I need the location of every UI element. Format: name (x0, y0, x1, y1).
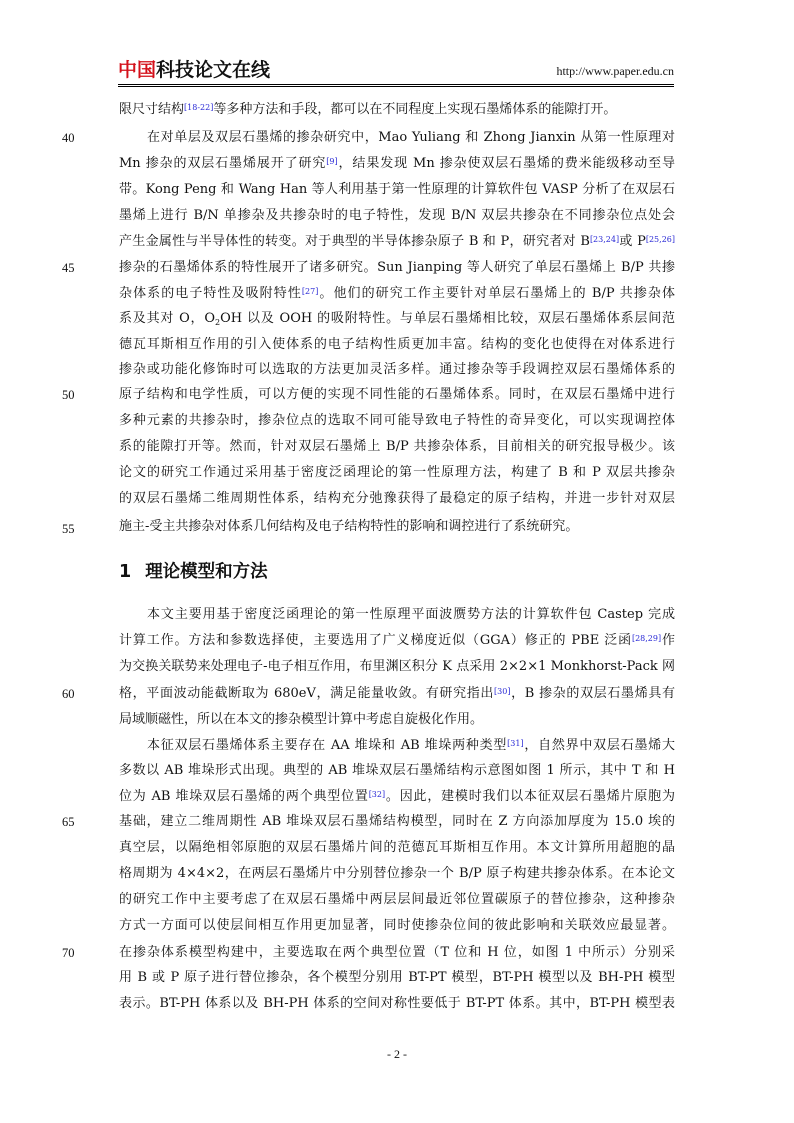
text-line: 墨烯上进行 B/N 单掺杂及共掺杂时的电子特性，发现 B/N 双层共掺杂在不同掺杂位点处会 (119, 208, 675, 223)
text-line: 局域顺磁性，所以在本文的掺杂模型计算中考虑自旋极化作用。 (119, 712, 484, 727)
logo-black-text: 科技论文在线 (156, 59, 271, 81)
text-line: 多种元素的共掺杂时，掺杂位点的选取不同可能导致电子特性的奇异变化，可以实现调控体 (119, 413, 675, 428)
text-line: 格周期为 4×4×2，在两层石墨烯片中分别替位掺杂一个 B/P 原子构建共掺杂体系。在本论文 (119, 866, 675, 881)
text-line: 计算工作。方法和参数选择使，主要选用了广义梯度近似（GGA）修正的 PBE 泛函[28,29]作 (119, 633, 675, 648)
header-rule-thin (118, 86, 674, 87)
text-line: 施主-受主共掺杂对体系几何结构及电子结构特性的影响和调控进行了系统研究。 (119, 519, 579, 534)
line-number: 40 (62, 131, 75, 145)
text-line: 在对单层及双层石墨烯的掺杂研究中，Mao Yuliang 和 Zhong Jianxin 从第一性原理对 (147, 130, 675, 145)
text-line: 的双层石墨烯二维周期性体系，结构充分弛豫获得了最稳定的原子结构，并进一步针对双层 (119, 491, 675, 506)
line-number: 50 (62, 388, 75, 402)
text-line: 杂体系的电子特性及吸附特性[27]。他们的研究工作主要针对单层石墨烯上的 B/P 共掺杂体 (119, 286, 675, 301)
text-line: 位为 AB 堆垛双层石墨烯的两个典型位置[32]。因此，建模时我们以本征双层石墨烯片原胞为 (119, 789, 675, 804)
line-number: 45 (62, 261, 75, 275)
text-line: 多数以 AB 堆垛形式出现。典型的 AB 堆垛双层石墨烯结构示意图如图 1 所示，其中 T 和 H (119, 763, 675, 778)
text-line: 用 B 或 P 原子进行替位掺杂，各个模型分别用 BT-PT 模型，BT-PH 模型以及 BH-PH 模型 (119, 970, 675, 985)
line-number: 65 (62, 815, 75, 829)
text-line: 掺杂的石墨烯体系的特性展开了诸多研究。Sun Jianping 等人研究了单层石墨烯上 B/P 共掺 (119, 260, 675, 275)
text-line: 格，平面波动能截断取为 680eV，满足能量收敛。有研究指出[30]，B 掺杂的双层石墨烯具有 (119, 686, 676, 701)
section-title: 理论模型和方法 (145, 562, 268, 582)
text-line: 本征双层石墨烯体系主要存在 AA 堆垛和 AB 堆垛两种类型[31]，自然界中双层石墨烯大 (147, 738, 675, 753)
text-line: 带。Kong Peng 和 Wang Han 等人利用基于第一性原理的计算软件包 VASP 分析了在双层石 (119, 182, 675, 197)
text-line: 原子结构和电学性质，可以方便的实现不同性能的石墨烯体系。同时，在双层石墨烯中进行 (119, 387, 675, 402)
text-line: 德瓦耳斯相互作用的引入使体系的电子结构性质更加丰富。结构的变化也使得在对体系进行 (119, 337, 675, 352)
text-line: 掺杂或功能化修饰时可以选取的方法更加灵活多样。通过掺杂等手段调控双层石墨烯体系的 (119, 362, 675, 377)
text-line: 在掺杂体系模型构建中，主要选取在两个典型位置（T 位和 H 位，如图 1 中所示）分别采 (119, 945, 675, 960)
page-number: - 2 - (387, 1047, 407, 1061)
text-line: 系的能隙打开等。然而，针对双层石墨烯上 B/P 共掺杂体系，目前相关的研究报导极少。该 (119, 439, 675, 454)
text-line: 基础，建立二维周期性 AB 堆垛双层石墨烯结构模型，同时在 Z 方向添加厚度为 15.0 埃的 (119, 814, 675, 829)
logo-red-text: 中国 (118, 59, 157, 81)
section-number: 1 (119, 562, 132, 582)
text-line: 的研究工作中主要考虑了在双层石墨烯中两层层间最近邻位置碳原子的替位掺杂，这种掺杂 (119, 892, 675, 907)
text-line: 真空层，以隔绝相邻原胞的双层石墨烯片间的范德瓦耳斯相互作用。本文计算所用超胞的晶 (119, 840, 675, 855)
text-line: 方式一方面可以使层间相互作用更加显著，同时使掺杂位间的彼此影响和关联效应最显著。 (119, 918, 675, 933)
section-heading (119, 560, 268, 584)
text-line: Mn 掺杂的双层石墨烯展开了研究[9]，结果发现 Mn 掺杂使双层石墨烯的费米能级移动至导 (119, 156, 675, 171)
page-header (118, 58, 674, 82)
header-url[interactable]: http://www.paper.edu.cn (556, 64, 674, 78)
line-number: 70 (62, 946, 75, 960)
text-line: 表示。BT-PH 体系以及 BH-PH 体系的空间对称性要低于 BT-PT 体系。其中，BT-PH 模型表 (119, 996, 675, 1011)
text-line: 系及其对 O，$O_2OH$ 以及 OOH 的吸附特性。与单层石墨烯相比较，双层石墨烯体系层间范 (119, 311, 675, 327)
header-rule (118, 84, 674, 85)
text-line: 本文主要用基于密度泛函理论的第一性原理平面波赝势方法的计算软件包 Castep 完成 (147, 607, 675, 622)
site-logo (118, 58, 270, 82)
line-number: 60 (62, 687, 75, 701)
text-line: 为交换关联势来处理电子-电子相互作用，布里渊区积分 K 点采用 2×2×1 Monkhorst-Pack 网 (119, 659, 675, 674)
text-line: 论文的研究工作通过采用基于密度泛函理论的第一性原理方法，构建了 B 和 P 双层共掺杂 (119, 465, 675, 480)
text-line: 产生金属性与半导体性的转变。对于典型的半导体掺杂原子 B 和 P，研究者对 B[23,24]或 P[25,26] (119, 234, 675, 249)
text-line: 限尺寸结构[18-22]等多种方法和手段，都可以在不同程度上实现石墨烯体系的能隙打开。 (119, 102, 617, 117)
line-number: 55 (62, 522, 75, 536)
